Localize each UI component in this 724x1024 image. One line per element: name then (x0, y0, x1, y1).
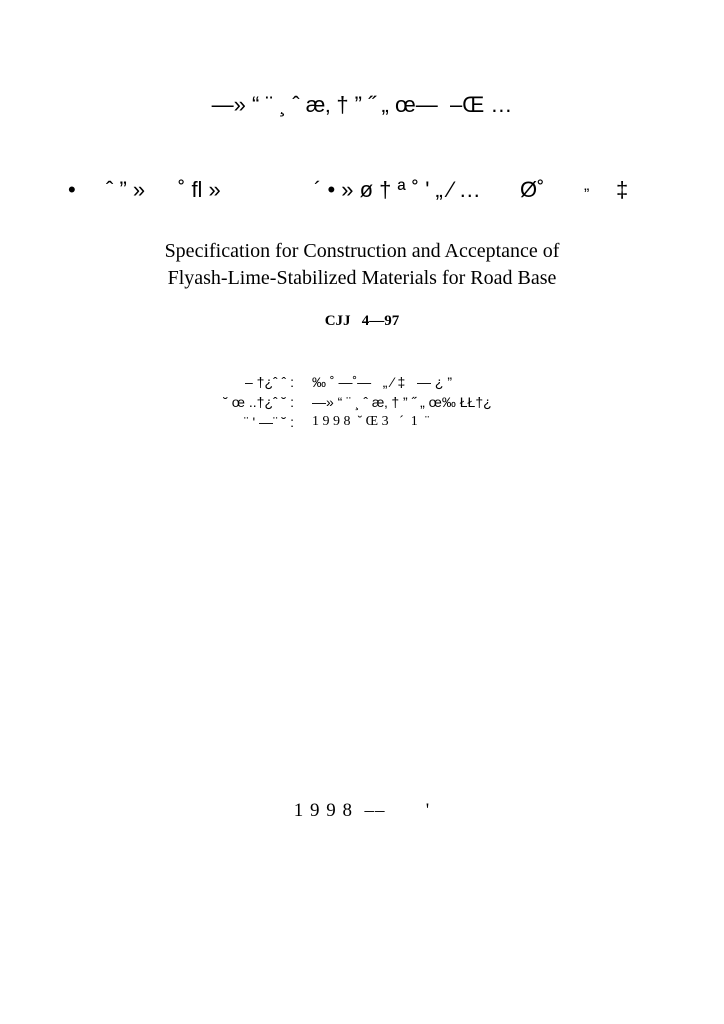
meta-label: ˘ œ ..†¿ˆ ˘ : (223, 394, 294, 410)
english-title-line-2: Flyash-Lime-Stabilized Materials for Road Base (167, 267, 557, 289)
subtitle-segment-c: ´ • » ø † ª ˚ ' „ ⁄ … (314, 177, 481, 202)
meta-value: 1 9 9 8 ˘ Œ 3 ´ 1 ¨ (312, 414, 430, 429)
meta-row-effective-date (0, 414, 724, 434)
english-title-line-1: Specification for Construction and Acceptance of (164, 240, 560, 262)
chinese-subtitle (0, 177, 724, 211)
meta-row-approver (0, 394, 724, 414)
meta-value: ‰ ˚ —˚— „ ⁄ ‡ — ¿ ” (312, 374, 452, 390)
subtitle-segment-e: „ (584, 177, 590, 194)
meta-row-editor (0, 374, 724, 394)
subtitle-segment-b: ˚ fl » (178, 177, 221, 202)
subtitle-segment-d: Ø˚ (520, 177, 545, 202)
meta-label: ¨ ' —¨ ˘ : (243, 414, 294, 430)
meta-label: – †¿ˆ ˆ : (244, 374, 294, 390)
chinese-title: —» “ ¨ ¸ ˆ æ‚ † ” ˝ „ œ— –Œ … (211, 92, 513, 117)
footer-year: 1 9 9 8 –– ' (293, 800, 431, 821)
subtitle-segment-a: ˆ ” » (106, 177, 146, 202)
subtitle-bullet: • (68, 177, 76, 202)
subtitle-segment-f: ‡ (616, 177, 629, 202)
meta-value: —» “ ¨ ¸ ˆ æ‚ † ” ˝ „ œ‰ ŁŁ†¿ (312, 394, 492, 410)
standard-code: CJJ 4—97 (324, 313, 400, 329)
